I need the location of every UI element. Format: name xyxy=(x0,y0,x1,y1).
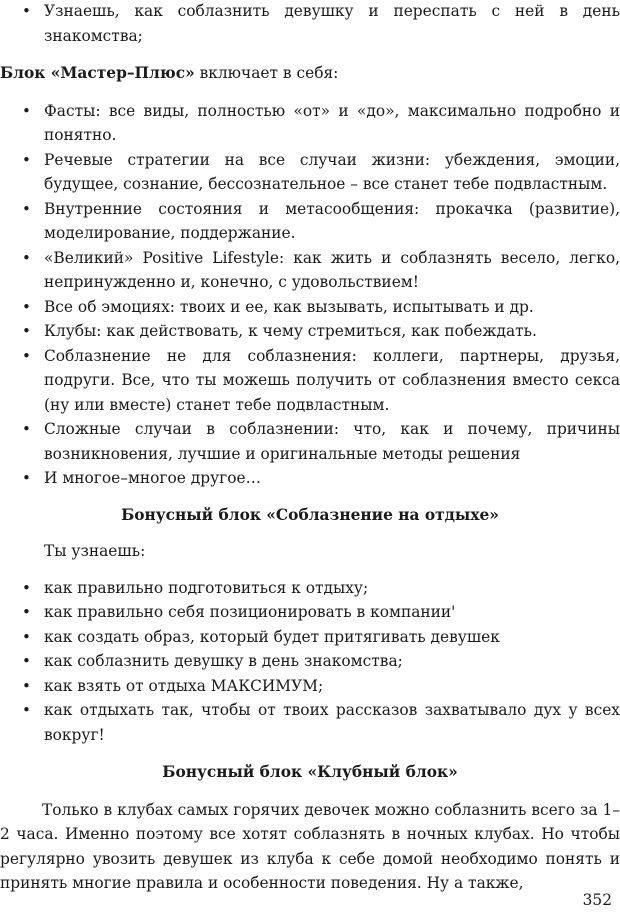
list-item-text: Фасты: все виды, полностью «от» и «до», максимально подробно и понятно. xyxy=(44,101,620,144)
master-block-title: Блок «Мастер–Плюс» xyxy=(0,64,195,82)
list-item xyxy=(0,319,620,344)
bullet-icon: • xyxy=(22,199,31,218)
bullet-icon: • xyxy=(22,420,31,438)
master-block-list xyxy=(0,99,620,491)
bullet-icon: • xyxy=(22,346,31,365)
bonus-rest-heading: Бонусный блок «Соблазнение на отдыхе» xyxy=(121,505,499,524)
list-item xyxy=(0,698,620,747)
bullet-icon: • xyxy=(22,652,31,670)
list-item-text: Узнаешь, как соблазнить девушку и переспать с ней в день знакомства; xyxy=(44,2,620,45)
bullet-icon: • xyxy=(22,676,31,695)
bullet-icon: • xyxy=(22,469,31,487)
master-block-heading xyxy=(0,61,620,86)
list-item-text: Сложные случаи в соблазнении: что, как и почему, причины возникновения, лучшие и оригинальные методы решения xyxy=(44,420,620,463)
list-item-text: Клубы: как действовать, к чему стремиться, как побеждать. xyxy=(44,322,537,340)
bullet-icon: • xyxy=(22,627,31,646)
list-item xyxy=(0,600,620,625)
list-item xyxy=(0,197,620,246)
list-item xyxy=(0,674,620,699)
list-item xyxy=(0,246,620,295)
bonus-rest-intro: Ты узнаешь: xyxy=(44,542,146,560)
list-item-text: Внутренние состояния и метасообщения: прокачка (развитие), моделирование, поддержание. xyxy=(44,199,620,242)
bullet-icon: • xyxy=(22,2,31,20)
list-item xyxy=(0,576,620,601)
list-item xyxy=(0,344,620,418)
list-item-text: Все об эмоциях: твоих и ее, как вызывать, испытывать и др. xyxy=(44,297,534,316)
bullet-icon: • xyxy=(22,248,31,267)
list-item xyxy=(0,649,620,674)
list-item xyxy=(0,99,620,148)
list-item-text: как соблазнить девушку в день знакомства; xyxy=(44,652,403,670)
page-number: 352 xyxy=(582,891,612,909)
list-item xyxy=(0,417,620,466)
list-item-text: как правильно себя позиционировать в компании' xyxy=(44,603,456,621)
bullet-icon: • xyxy=(22,603,31,621)
top-list xyxy=(0,0,620,48)
list-item xyxy=(0,625,620,650)
list-item xyxy=(0,466,620,491)
list-item-text: как правильно подготовиться к отдыху; xyxy=(44,578,369,597)
list-item-text: «Великий» Positive Lifestyle: как жить и соблазнять весело, легко, непринужденно и, конечно, с удовольствием! xyxy=(44,248,620,291)
bonus-club-heading: Бонусный блок «Клубный блок» xyxy=(162,763,458,781)
list-item-text: как создать образ, который будет притягивать девушек xyxy=(44,627,500,646)
list-item-text: как взять от отдыха МАКСИМУМ; xyxy=(44,676,324,695)
bullet-icon: • xyxy=(22,701,31,719)
list-item-text: Речевые стратегии на все случаи жизни: убеждения, эмоции, будущее, сознание, бессознательное – все станет тебе подвластным. xyxy=(44,150,620,193)
bonus-rest-list xyxy=(0,576,620,748)
list-item xyxy=(0,295,620,320)
bullet-icon: • xyxy=(22,101,31,120)
bonus-club-paragraph: Только в клубах самых горячих девочек можно соблазнить всего за 1–2 часа. Именно поэтому все хотят соблазнять в ночных клубах. Но чтобы регулярно увозить девушек из клуба к себе домой необходимо понять и принять многие правила и особенности поведения. Ну а также, xyxy=(0,800,620,892)
bullet-icon: • xyxy=(22,578,31,597)
list-item-text: И многое–многое другое… xyxy=(44,469,261,487)
list-item-text: как отдыхать так, чтобы от твоих рассказов захватывало дух у всех вокруг! xyxy=(44,701,620,744)
bullet-icon: • xyxy=(22,322,31,340)
list-item xyxy=(0,0,620,48)
bullet-icon: • xyxy=(22,297,31,316)
bullet-icon: • xyxy=(22,150,31,169)
list-item xyxy=(0,148,620,197)
list-item-text: Соблазнение не для соблазнения: коллеги, партнеры, друзья, подруги. Все, что ты можешь получить от соблазнения вместо секса (ну или вместе) станет тебе подвластным. xyxy=(44,346,620,414)
master-block-title-rest: включает в себя: xyxy=(194,64,339,82)
